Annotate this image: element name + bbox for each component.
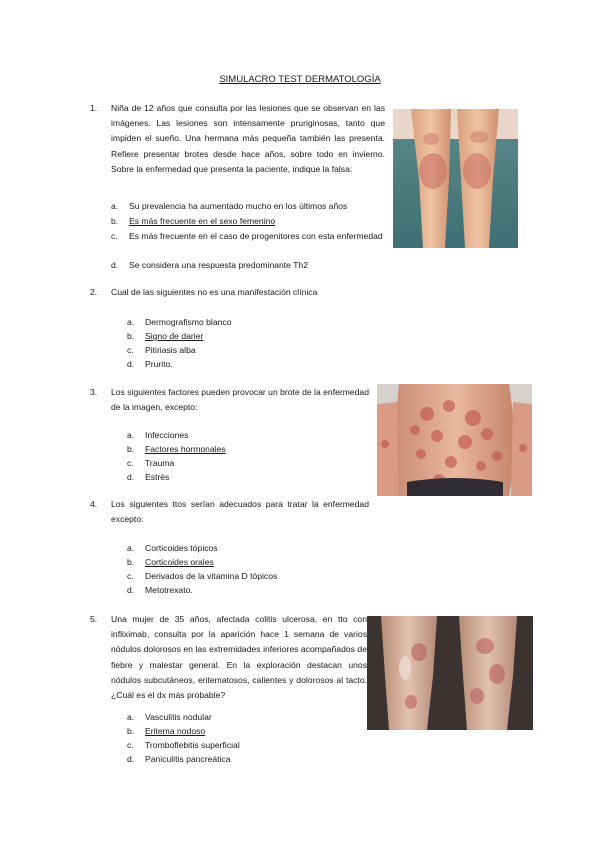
option-letter: c. <box>127 345 134 355</box>
clinical-photo-legs-nodules <box>367 616 533 730</box>
option-letter: c. <box>127 740 134 750</box>
option-text: Su prevalencia ha aumentado mucho en los últimos años <box>129 201 348 211</box>
option-text: Metotrexato. <box>145 585 193 595</box>
option-text: Infecciones <box>145 430 189 440</box>
option-text: Estrés <box>145 472 170 482</box>
option-letter: a. <box>127 317 135 327</box>
question-text: Cual de las siguientes no es una manifestación clínica <box>111 287 318 297</box>
option-text: Corticoides tópicos <box>145 543 218 553</box>
option-text: Prurito. <box>145 359 173 369</box>
option-letter: d. <box>127 472 135 482</box>
question-number: 1. <box>90 103 98 113</box>
option-text: Vasculitis nodular <box>145 712 212 722</box>
clinical-photo-legs-flexural-eczema <box>393 109 518 248</box>
clinical-photo-trunk-plaques <box>377 384 532 496</box>
option-text: Pitiriasis alba <box>145 345 196 355</box>
option-letter: a. <box>127 712 135 722</box>
question-number: 5. <box>90 614 98 624</box>
option-text: Dermografismo blanco <box>145 317 232 327</box>
question-text: Una mujer de 35 años, afectada colitis ulcerosa, en tto con infliximab, consulta por la aparición hace 1 semana de varios nódulos dolorosos en las extremidades inferiores acompañados de fiebre y malestar general. En la exploración destacan unos nódulos subcutáneos, eritematosos, calientes y dolorosos al tacto. ¿Cuál es el dx más probable? <box>111 614 367 701</box>
question-text: Los siguientes ttos serían adecuados para tratar la enfermedad excepto: <box>111 499 369 525</box>
option-letter: a. <box>127 543 135 553</box>
option-letter: c. <box>127 458 134 468</box>
option-text: Se considera una respuesta predominante Th2 <box>129 260 308 270</box>
option-letter: d. <box>127 585 135 595</box>
option-letter: c. <box>111 231 118 241</box>
option-text: Trauma <box>145 458 175 468</box>
question-number: 2. <box>90 287 98 297</box>
page-title: SIMULACRO TEST DERMATOLOGÍA <box>219 74 381 85</box>
option-letter: c. <box>127 571 134 581</box>
option-letter: b. <box>127 726 135 736</box>
option-text: Tromboflebitis superficial <box>145 740 240 750</box>
question-number: 4. <box>90 499 98 509</box>
option-letter: b. <box>127 331 135 341</box>
option-letter: d. <box>111 260 119 270</box>
option-text-correct: Corticoides orales <box>145 557 214 567</box>
option-text-correct: Signo de darier <box>145 331 204 341</box>
option-letter: b. <box>127 557 135 567</box>
option-letter: b. <box>127 444 135 454</box>
option-letter: d. <box>127 359 135 369</box>
question-text: Los siguientes factores pueden provocar un brote de la enfermedad de la imagen, excepto: <box>111 387 369 413</box>
option-text: Es más frecuente en el caso de progenitores con esta enfermedad <box>129 231 383 241</box>
question-number: 3. <box>90 387 98 397</box>
option-text-correct: Es más frecuente en el sexo femenino <box>129 216 276 226</box>
option-text: Paniculitis pancreática <box>145 754 231 764</box>
option-text-correct: Factores hormonales <box>145 444 226 454</box>
option-letter: b. <box>111 216 119 226</box>
option-letter: a. <box>127 430 135 440</box>
option-letter: a. <box>111 201 119 211</box>
option-letter: d. <box>127 754 135 764</box>
option-text-correct: Eritema nodoso <box>145 726 206 736</box>
question-text: Niña de 12 años que consulta por las lesiones que se observan en las imágenes. Las lesiones son intensamente pruriginosas, tanto que impiden el sueño. Una hermana más pequeña también las presenta. Refiere presentar brotes desde hace años, sobre todo en invierno. Sobre la enfermedad que presenta la paciente, indique la falsa: <box>111 103 385 174</box>
option-text: Derivados de la vitamina D tópicos <box>145 571 278 581</box>
